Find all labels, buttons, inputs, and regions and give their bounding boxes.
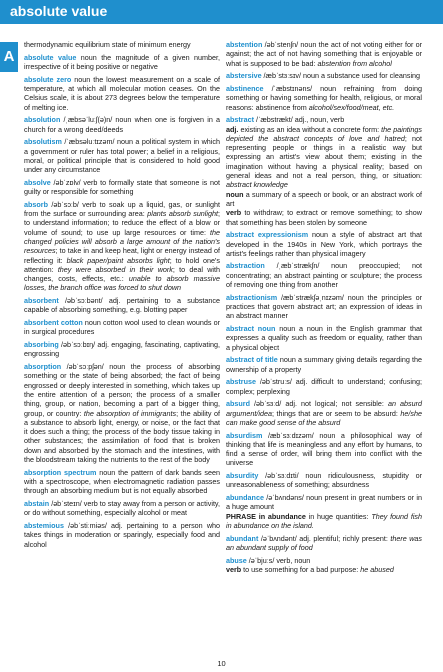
definition-text: /əbˈsɜːdɪti/ noun ridiculousness, stupidity or unreasonableness of something; absurdness: [226, 471, 422, 490]
headword: abuse: [226, 555, 247, 565]
dictionary-entry: [24, 362, 220, 464]
dictionary-entry: [226, 431, 422, 468]
definition-text: /əbˈsɜːd/ adj. not logical; not sensible:: [249, 399, 388, 409]
page-number: 10: [217, 659, 226, 668]
dictionary-entry: [226, 399, 422, 427]
dictionary-entry: [24, 318, 220, 337]
definition-text: verb: [226, 565, 242, 574]
example-text: there was an abundant supply of food: [226, 533, 422, 553]
definition-text: /ˈæbstrækt/ adj., noun, verb: [253, 115, 345, 125]
dictionary-entry: [226, 261, 422, 289]
definition-text: existing as an idea without a concrete form:: [238, 124, 382, 134]
headword: absurdism: [226, 430, 263, 440]
left-column: [24, 40, 220, 552]
definition-text: /ˈæbstɪnəns/ noun refraining from doing something or having something for health, religious, or moral reasons: abstinence from: [226, 83, 422, 112]
example-text: he/she can make good sense of the absurd: [226, 408, 422, 427]
example-text: he abused: [360, 565, 394, 574]
dictionary-entry: [24, 178, 220, 197]
example-text: the absorption of immigrants: [83, 408, 177, 418]
dictionary-entry: [226, 84, 422, 112]
dictionary-entry: [226, 556, 422, 575]
page-header: [0, 0, 443, 24]
example-text: plants absorb sunlight: [147, 209, 218, 219]
definition-text: noun the pattern of dark bands seen with a spectroscope, when electromagnetic radiation passes through an absorbing medium but is not equally absorbed: [24, 467, 220, 496]
headword: absolute zero: [24, 74, 72, 84]
dictionary-entry: [226, 355, 422, 374]
headword: absorbing: [24, 340, 59, 350]
headword: absorb: [24, 199, 48, 209]
headword: absurdity: [226, 471, 259, 481]
example-text: abstract knowledge: [226, 180, 288, 190]
definition-text: PHRASE: [226, 511, 256, 521]
definition-text: ; to hold one's attention:: [24, 255, 221, 274]
headword: absolute value: [24, 52, 77, 62]
dictionary-entry: [226, 115, 422, 227]
definition-text: /æbˈstrækʃəˌnɪzəm/ noun the principles or practices that govern abstract art; an expression of ideas in an abstract manner: [226, 292, 422, 321]
headword: absorption: [24, 362, 62, 372]
definition-text: /ˈæbsəluːtɪzəm/ noun a political system in which a government or ruler has total power; a belief in a religious, moral, or political principle that is considered to hold good under any circumstance: [24, 137, 220, 175]
definition-text: /ˌæbsəˈluːʃ(ə)n/ noun when one is forgiven in a church for a wrong deed/deeds: [24, 115, 220, 134]
dictionary-entry: [226, 40, 422, 68]
dictionary-entry: [226, 471, 422, 490]
definition-text: /əbˈsɔːbənt/ adj. pertaining to a substance capable of absorbing something, e.g. blotting paper: [24, 296, 220, 315]
definition-text: /əˈbʌndəns/ noun present in great numbers or in a huge amount: [226, 493, 422, 512]
definition-text: ; to deal with changes, costs, effects, etc.:: [24, 264, 220, 284]
headword: abstersive: [226, 71, 262, 81]
definition-text: in abundance: [258, 511, 306, 521]
definition-text: ; not representing people or things in a realistic way but expressing an artist's view about them; existing in the imagination without having a physical reality; based on general ideas and not a real person, thing, or situation:: [226, 133, 422, 181]
dictionary-entry: [24, 75, 220, 112]
headword: absorbent cotton: [24, 318, 83, 328]
example-text: alcohol/sex/food/meat, etc.: [308, 102, 395, 112]
definition-text: /əˈbʌndənt/ adj. plentiful; richly present:: [258, 533, 391, 543]
definition-text: noun a summary giving details regarding the ownership of a property: [226, 355, 422, 374]
definition-text: /əˈbjuːs/ verb, noun: [246, 555, 311, 565]
dictionary-entry: [24, 40, 220, 49]
dictionary-entry: [226, 71, 422, 80]
dictionary-entry: [24, 115, 220, 134]
example-text: an absurd argument/idea: [226, 399, 422, 418]
dictionary-entry: [226, 293, 422, 321]
headword: abstention: [226, 40, 263, 49]
headword: abstract expressionism: [226, 230, 309, 240]
running-head: absolute value: [10, 3, 108, 19]
example-text: unable to absorb massive losses, the branch office was forced to shut down: [24, 274, 220, 293]
headword: absolve: [24, 177, 51, 187]
definition-text: /ˌæbˈstrækʃn/ noun preoccupied; not concentrating; an abstract painting or sculpture; the process of removing one thing from another: [226, 261, 422, 290]
example-text: they were absorbed in their work: [57, 264, 173, 274]
definition-text: noun a style of abstract art that developed in the 1940s in New York, which portrays the artist's feelings rather than physical imagery: [226, 230, 422, 258]
definition-text: to withdraw; to extract or remove something; to show that something has been stolen by someone: [226, 208, 422, 227]
headword: absurd: [226, 399, 250, 409]
example-text: black paper/paint absorbs light: [66, 255, 170, 265]
definition-text: ; to understand information; to reduce the effect of a blow or volume of sound; to use up large resources or time:: [24, 209, 220, 237]
definition-text: a summary of a speech or book, or an abstract work of art: [226, 189, 422, 208]
definition-text: to use something for a bad purpose:: [241, 565, 361, 574]
headword: abstraction: [226, 261, 265, 271]
headword: abstain: [24, 499, 50, 509]
dictionary-entry: [24, 137, 220, 174]
definition-text: ; the ability of a substance to absorb light, energy, or noise, or the fact that it does such a thing; the process of the body tissue taking in other substances; the assimilation of food that is broken down and absorbed by the stomach and the intestines, with the bloodstream taking the nutrients to the rest of the body: [24, 408, 220, 465]
definition-text: /əbˈsteɪn/ verb to stay away from a person or activity, or do without something, especially alcohol or meat: [24, 499, 220, 518]
headword: abstract: [226, 115, 254, 125]
example-text: abstention from alcohol: [317, 58, 392, 68]
headword: abstract noun: [226, 324, 276, 334]
dictionary-entry: [24, 468, 220, 496]
definition-text: /æbˈsɜːdɪzəm/ noun a philosophical way of thinking that life is meaningless and any effort by humans, to find a sense of order, will bring them into conflict with the universe: [226, 430, 422, 468]
dictionary-entry: [24, 296, 220, 315]
dictionary-entry: [226, 230, 422, 258]
dictionary-entry: [24, 499, 220, 518]
definition-text: /əbˈstiːmiəs/ adj. pertaining to a person who takes things in moderation or sparingly, especially food and alcohol: [24, 521, 220, 549]
definition-text: /əbˈzɒlv/ verb to formally state that someone is not guilty or responsible for something: [24, 177, 220, 197]
dictionary-entry: [24, 53, 220, 72]
dictionary-entry: [24, 340, 220, 359]
definition-text: noun cotton wool used to clean wounds or in surgical procedures: [24, 318, 220, 337]
dictionary-entry: [226, 493, 422, 530]
definition-text: thermodynamic equilibrium state of minimum energy: [24, 40, 191, 49]
definition-text: noun the magnitude of a given number, irrespective of it being positive or negative: [24, 52, 220, 71]
definition-text: noun: [226, 189, 244, 199]
headword: abstruse: [226, 377, 256, 387]
dictionary-entry: [226, 534, 422, 553]
dictionary-entry: [226, 377, 422, 396]
headword: absorption spectrum: [24, 467, 97, 477]
definition-text: /əbˈstenʃn/ noun the act of not voting either for or against; the act of not having something that is enjoyable or what is supposed to be bad:: [226, 40, 422, 68]
headword: absolution: [24, 115, 61, 125]
example-text: They found fish in abundance on the island.: [226, 511, 423, 531]
headword: abstinence: [226, 83, 264, 93]
definition-text: /əbˈsɔːbɪŋ/ adj. engaging, fascinating, captivating, engrossing: [24, 340, 220, 359]
definition-text: verb: [226, 208, 242, 218]
headword: abstemious: [24, 521, 64, 531]
right-column: [226, 40, 422, 578]
definition-text: ; to take in and keep heat, light or energy instead of reflecting it:: [24, 246, 220, 265]
definition-text: /əbˈstruːs/ adj. difficult to understand; confusing; complex; perplexing: [226, 377, 422, 396]
example-text: the paintings depicted the abstract concepts of love and hatred: [226, 124, 422, 143]
dictionary-entry: [24, 521, 220, 549]
dictionary-entry: [226, 324, 422, 352]
definition-text: noun a noun in the English grammar that expresses a quality such as freedom or equality, rather than a physical object: [226, 324, 422, 352]
headword: abundance: [226, 493, 264, 503]
section-letter-tab: A: [0, 42, 18, 72]
definition-text: ; things that are or seem to be absurd:: [271, 408, 401, 418]
definition-text: /əbˈsɔːb/ verb to soak up a liquid, gas, or sunlight from the surface or surrounding area:: [24, 199, 220, 219]
dictionary-entry: [24, 200, 220, 293]
headword: absorbent: [24, 296, 59, 306]
headword: abundant: [226, 533, 259, 543]
definition-text: /æbˈstɜːsɪv/ noun a substance used for cleansing: [261, 71, 421, 81]
definition-text: noun the lowest measurement on a scale of temperature, at which all molecular motion ceases. On the Celsius scale, it is about 273 degrees below the temperature of melting ice.: [24, 74, 220, 112]
headword: abstractionism: [226, 292, 278, 302]
headword: absolutism: [24, 137, 62, 147]
definition-text: adj.: [226, 124, 239, 134]
headword: abstract of title: [226, 355, 278, 365]
example-text: the changed policies will absorb a large amount of the nation's resources: [24, 227, 220, 256]
definition-text: in huge quantities:: [305, 511, 372, 521]
definition-text: /əbˈsɔːpʃən/ noun the process of absorbing something or the state of being absorbed; the fact of being engrossed or deeply interested in something, which takes up the entire attention of a person; the process of a smaller thing, group, or nation, becoming a part of a bigger thing, group, or country:: [24, 362, 220, 418]
